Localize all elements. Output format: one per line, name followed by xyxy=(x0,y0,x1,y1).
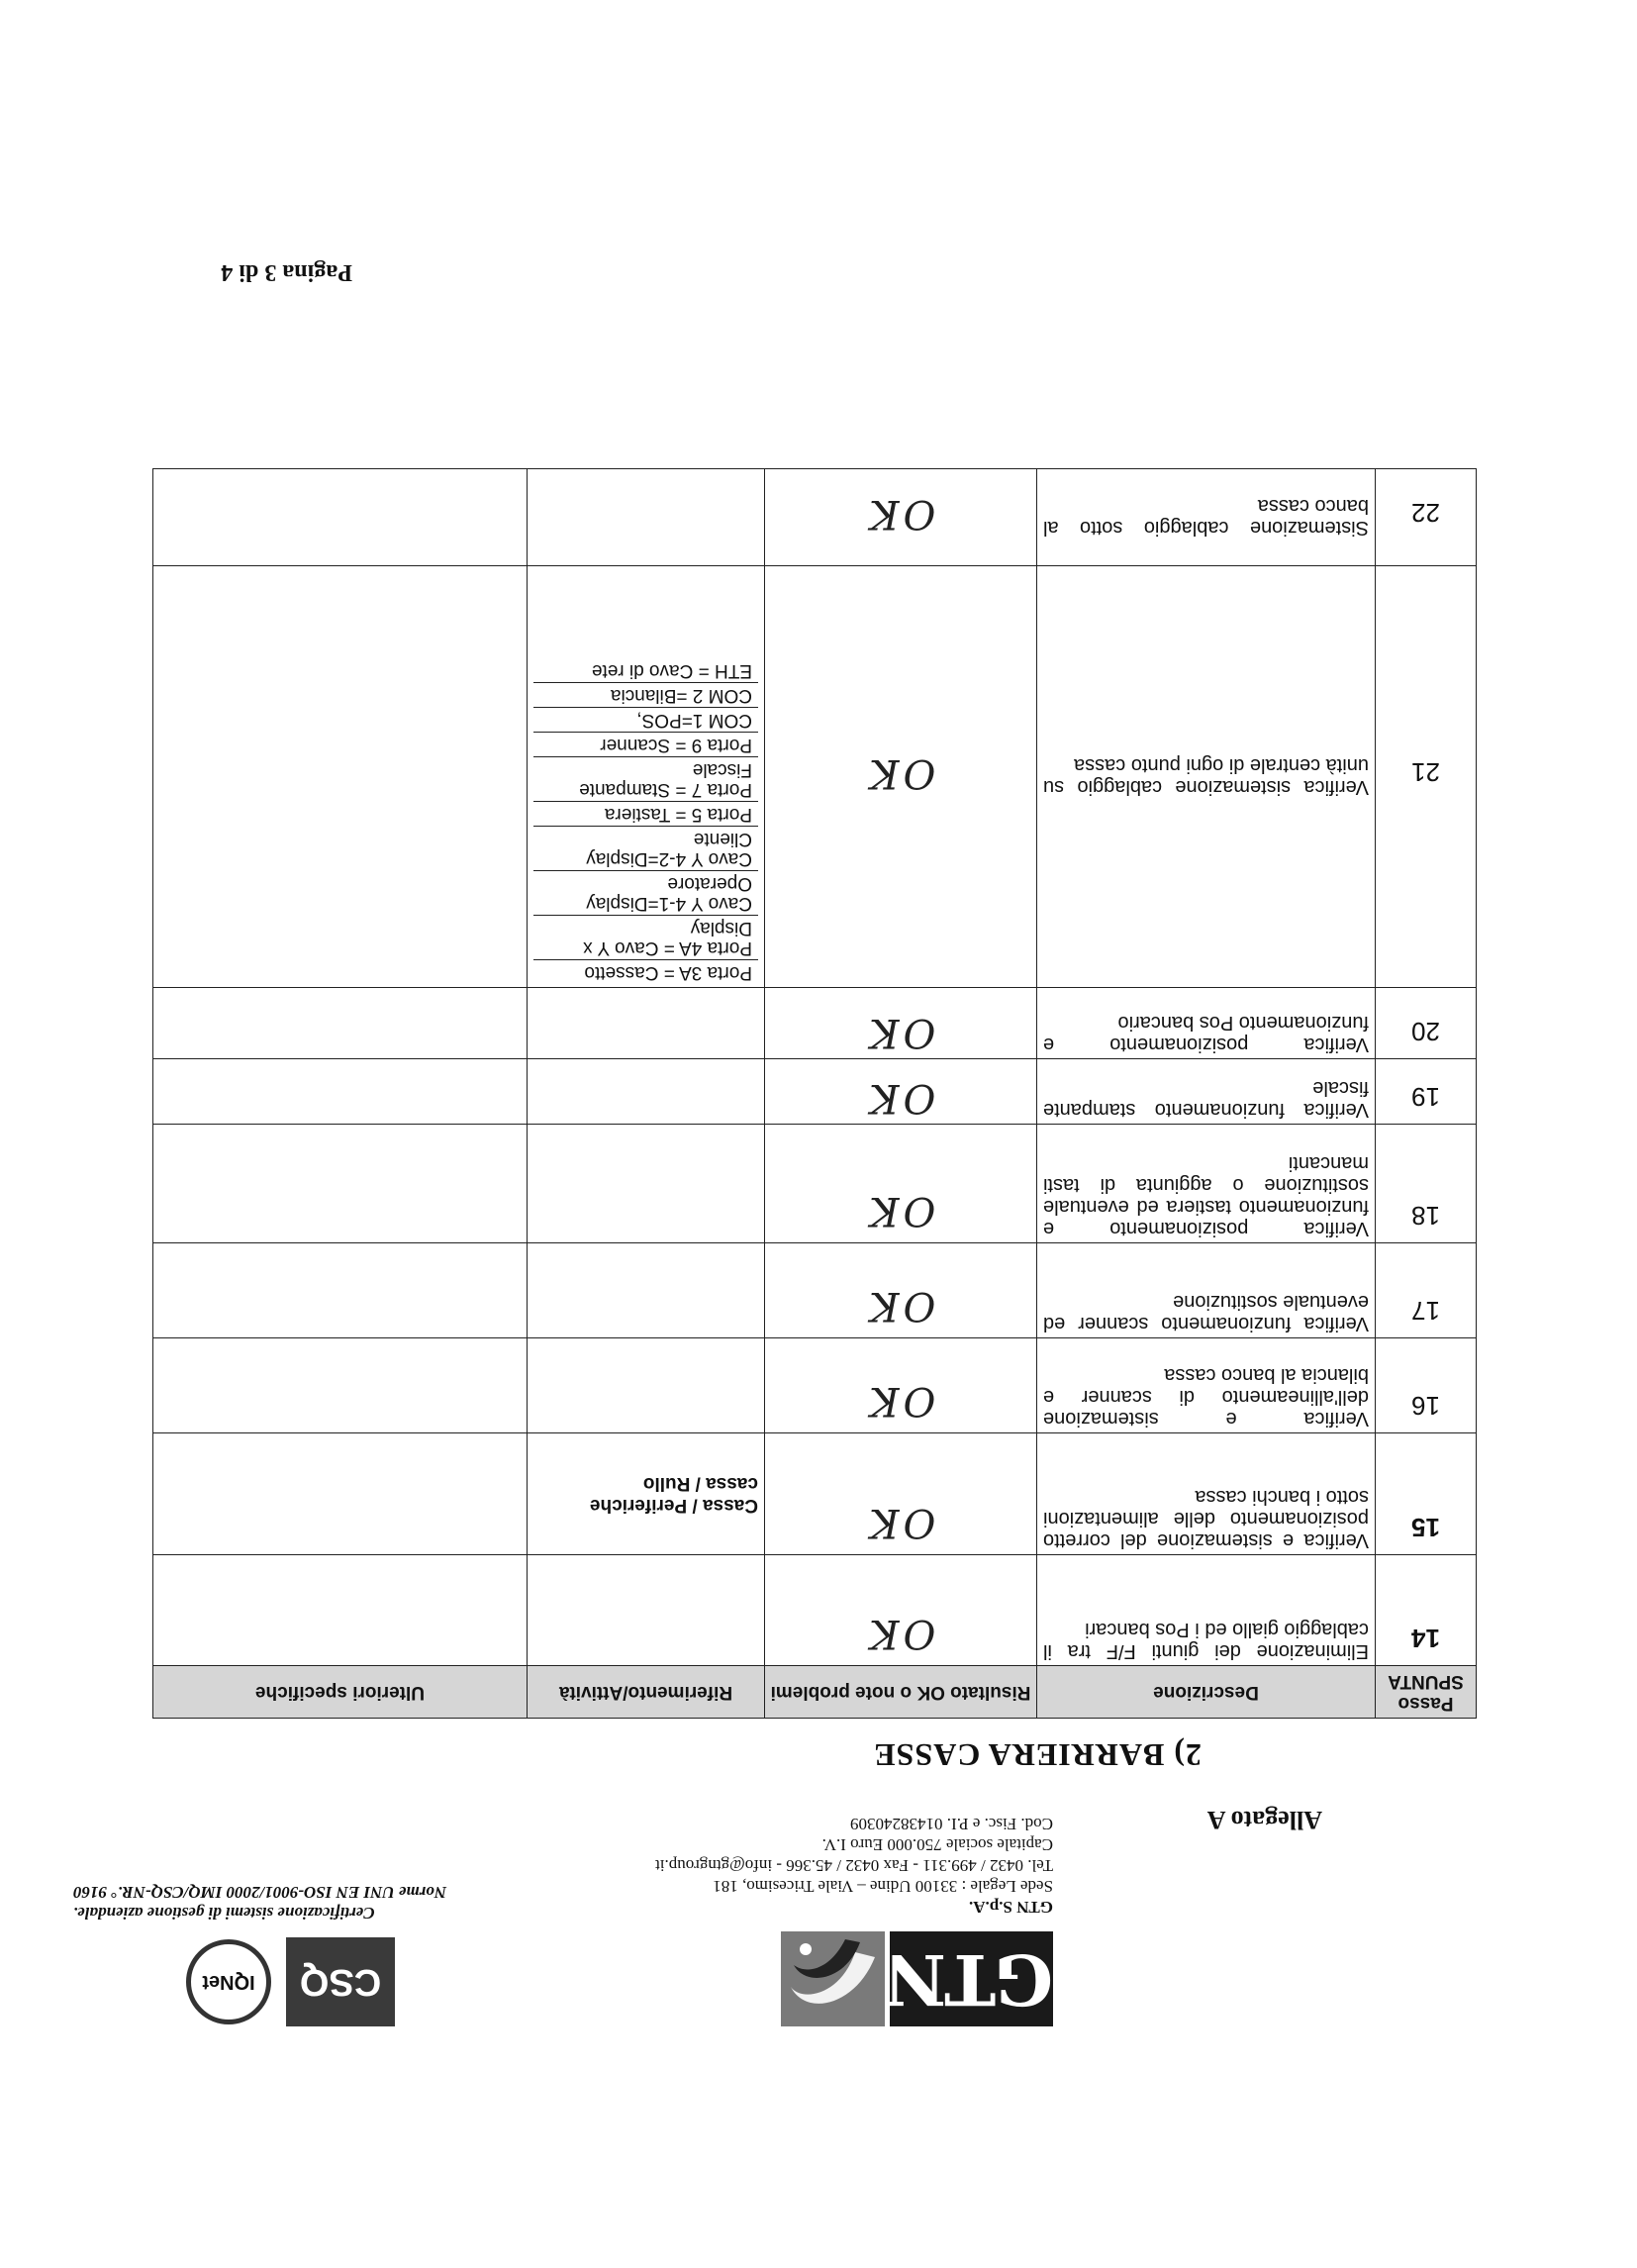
table-row xyxy=(153,566,1477,988)
port-mapping-item: Porta 7 = Stampante Fiscale xyxy=(533,756,758,801)
step-number: 19 xyxy=(1376,1059,1477,1125)
reference-cell xyxy=(528,988,765,1059)
result-cell xyxy=(765,1243,1037,1338)
result-cell xyxy=(765,566,1037,988)
header-notes: Ulteriori specifiche xyxy=(153,1666,528,1719)
step-description: Verifica funzionamento scanner ed eventuale sostituzione xyxy=(1037,1243,1376,1338)
company-contacts: Tel. 0432 / 499.311 - Fax 0432 / 45.366 - info@gtngroup.it xyxy=(655,1856,1053,1875)
result-cell xyxy=(765,1338,1037,1433)
company-name: GTN S.p.A. xyxy=(968,1898,1053,1917)
company-tax-code: Cod. Fisc. e P.I. 01438240309 xyxy=(850,1815,1053,1833)
step-number: 16 xyxy=(1376,1338,1477,1433)
port-mapping-item: Porta 4A = Cavo Y x Display xyxy=(533,915,758,959)
table-row xyxy=(153,1125,1477,1243)
reference-cell xyxy=(528,1338,765,1433)
company-capital: Capitale sociale 750.000 Euro I.V. xyxy=(821,1835,1053,1854)
port-mapping-item: COM 2 =Bilancia xyxy=(533,682,758,707)
notes-cell xyxy=(153,469,528,566)
handwritten-result: OK xyxy=(865,1010,936,1055)
allegato-heading: Allegato A xyxy=(1206,1806,1322,1834)
handwritten-result: OK xyxy=(865,750,936,797)
step-description: Verifica posizionamento e funzionamento Pos bancario xyxy=(1037,988,1376,1059)
step-description: Verifica funzionamento stampante fiscale xyxy=(1037,1059,1376,1125)
page-number: Pagina 3 di 4 xyxy=(221,259,352,285)
step-number: 22 xyxy=(1376,469,1477,566)
checklist-table xyxy=(152,468,1477,1719)
step-number: 15 xyxy=(1376,1433,1477,1555)
reference-cell xyxy=(528,1059,765,1125)
reference-cell xyxy=(528,1125,765,1243)
table-header-row xyxy=(153,1666,1477,1719)
result-cell xyxy=(765,1555,1037,1666)
handwritten-result: OK xyxy=(865,491,936,538)
notes-cell xyxy=(153,566,528,988)
port-mapping-cell xyxy=(528,566,765,988)
csq-logo: CSQ xyxy=(286,1937,395,2026)
notes-cell xyxy=(153,1125,528,1243)
step-number: 18 xyxy=(1376,1125,1477,1243)
table-row xyxy=(153,469,1477,566)
result-cell xyxy=(765,469,1037,566)
step-description: Eliminazione dei giunti F/F tra il cablaggio giallo ed i Pos bancari xyxy=(1037,1555,1376,1666)
certification-line-2: Norme UNI EN ISO-9001/2000 IMQ/CSQ-NR.° 9160 xyxy=(73,1883,447,1902)
table-row xyxy=(153,1433,1477,1555)
step-number: 17 xyxy=(1376,1243,1477,1338)
header-description: Descrizione xyxy=(1037,1666,1376,1719)
reference-cell xyxy=(528,1243,765,1338)
iqnet-logo: IQNet xyxy=(186,1939,271,2024)
gtn-logo-text: GTN xyxy=(890,1931,1053,2026)
section-title: 2) BARRIERA CASSE xyxy=(873,1737,1202,1773)
swirl-logo-icon xyxy=(781,1931,885,2026)
step-number: 21 xyxy=(1376,566,1477,988)
company-logo xyxy=(781,1931,1053,2026)
table-row xyxy=(153,988,1477,1059)
table-row xyxy=(153,1059,1477,1125)
port-mapping-item: COM 1=POS, xyxy=(533,707,758,732)
handwritten-result: OK xyxy=(865,1188,936,1233)
certification-line-1: Certificazione sistemi di gestione aziendale. xyxy=(73,1904,375,1923)
company-address: Sede Legale : 33100 Udine – Viale Tricesimo, 181 xyxy=(713,1877,1053,1896)
handwritten-result: OK xyxy=(865,1283,936,1329)
notes-cell xyxy=(153,1338,528,1433)
port-mapping-item: ETH = Cavo di rete xyxy=(591,660,752,681)
notes-cell xyxy=(153,1433,528,1555)
step-description: Verifica posizionamento e funzionamento tastiera ed eventuale sostituzione o aggiunta di tasti mancanti xyxy=(1037,1125,1376,1243)
header-result: Risultato OK o note problemi xyxy=(765,1666,1037,1719)
notes-cell xyxy=(153,1555,528,1666)
handwritten-result: OK xyxy=(865,1500,936,1545)
step-description: Verifica e sistemazione dell'allineamento di scanner e bilancia al banco cassa xyxy=(1037,1338,1376,1433)
port-mapping-item: Porta 3A = Cassetto xyxy=(533,959,758,984)
port-mapping-item: Cavo Y 4-1=Display Operatore xyxy=(533,870,758,915)
notes-cell xyxy=(153,1059,528,1125)
header-reference: Riferimento/Attività xyxy=(528,1666,765,1719)
step-number: 20 xyxy=(1376,988,1477,1059)
result-cell xyxy=(765,1125,1037,1243)
step-number: 14 xyxy=(1376,1555,1477,1666)
reference-cell xyxy=(528,1555,765,1666)
table-row xyxy=(153,1555,1477,1666)
step-description: Verifica sistemazione cablaggio su unità centrale di ogni punto cassa xyxy=(1037,566,1376,988)
certification-text xyxy=(73,1882,588,1923)
result-cell xyxy=(765,988,1037,1059)
port-mapping-item: Porta 9 = Scanner xyxy=(533,732,758,756)
table-row xyxy=(153,1338,1477,1433)
handwritten-result: OK xyxy=(865,1075,936,1121)
table-row xyxy=(153,1243,1477,1338)
result-cell xyxy=(765,1433,1037,1555)
reference-cell xyxy=(528,469,765,566)
notes-cell xyxy=(153,1243,528,1338)
handwritten-result: OK xyxy=(865,1378,936,1424)
port-mapping-item: Cavo Y 4-2=Display Cliente xyxy=(533,826,758,870)
port-mapping-item: Porta 5 = Tastiera xyxy=(533,801,758,826)
notes-cell xyxy=(153,988,528,1059)
step-description: Verifica e sistemazione del corretto posizionamento delle alimentazioni sotto i banchi cassa xyxy=(1037,1433,1376,1555)
certification-logos xyxy=(167,1937,395,2026)
handwritten-result: OK xyxy=(865,1611,936,1656)
result-cell xyxy=(765,1059,1037,1125)
step-description: Sistemazione cablaggio sotto al banco cassa xyxy=(1037,469,1376,566)
reference-cell: Cassa / Periferiche cassa / Rullo xyxy=(528,1433,765,1555)
header-step: Passo SPUNTA xyxy=(1376,1666,1477,1719)
